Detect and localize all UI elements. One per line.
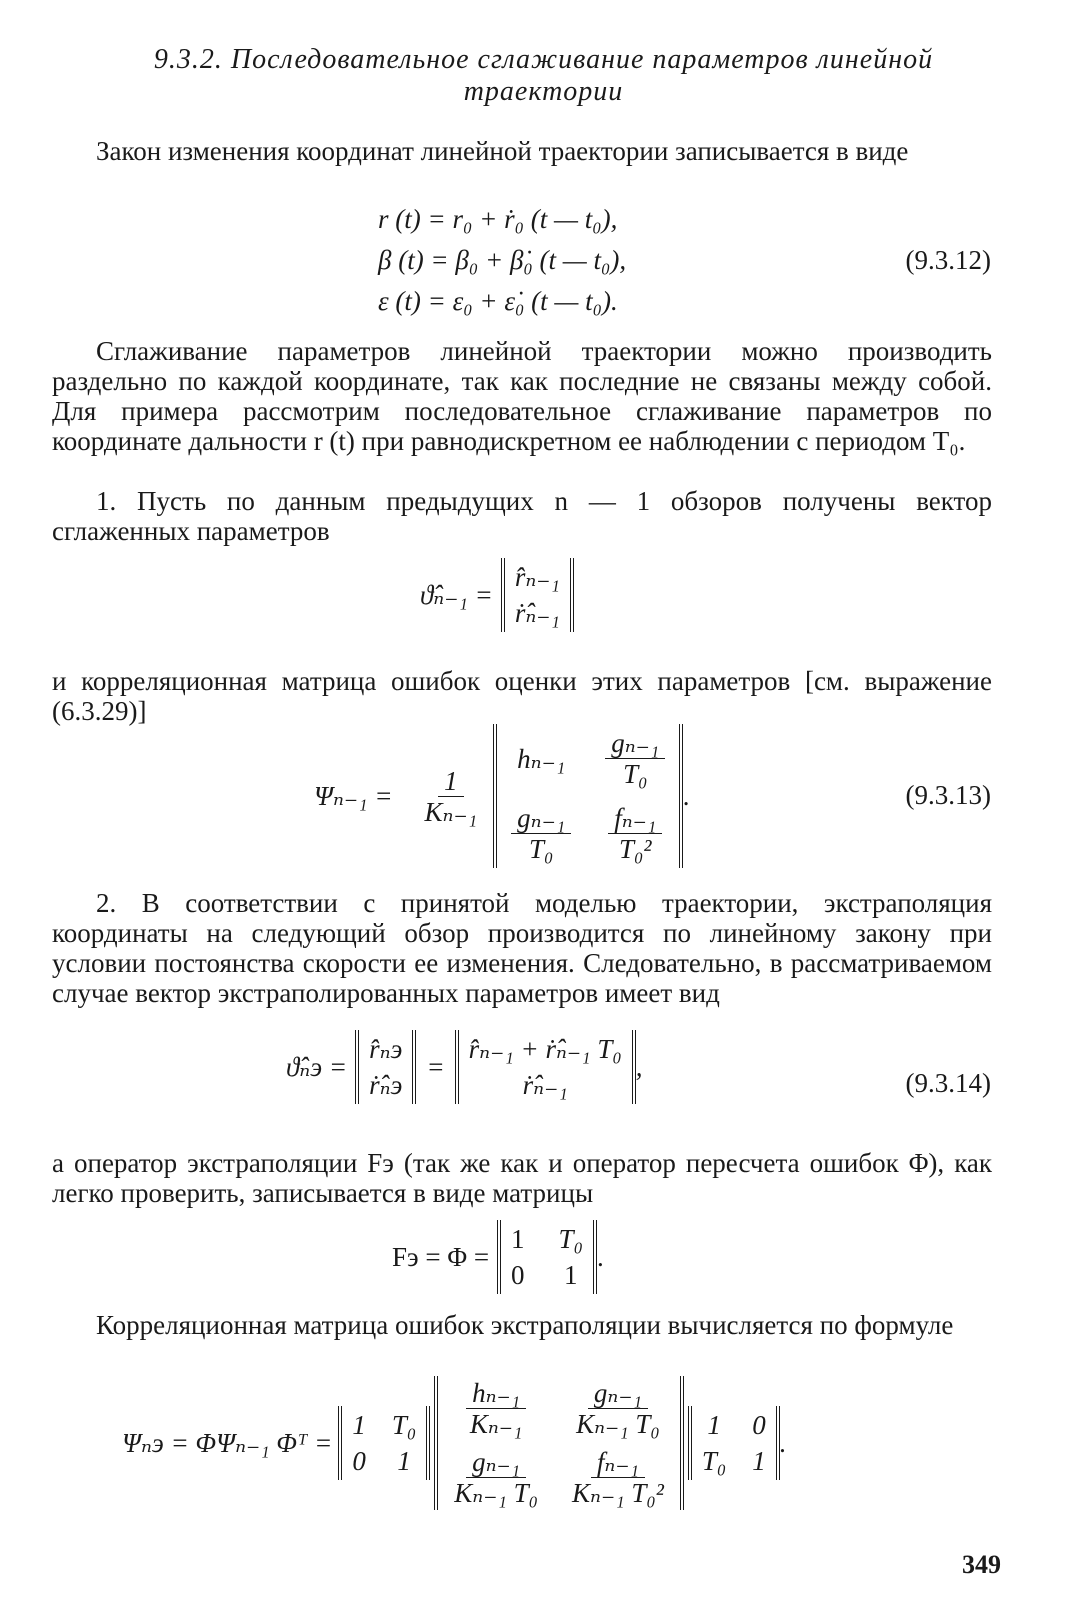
theta-lhs: ϑ̂ₙ₋₁ = [420,580,493,610]
matrix-cell [605,730,665,787]
fraction-numerator: gₙ₋₁ [588,1380,648,1409]
matrix-cell: r̂ₙ₋₁ [514,562,560,592]
fraction-denominator: T₀ [623,759,648,789]
fraction-numerator: 1 [438,768,464,797]
psi-e-lhs: Ψₙэ = ΦΨₙ₋₁ Φᵀ = [122,1428,333,1458]
equation-number: (9.3.14) [905,1068,991,1098]
matrix-cell: T₀ [391,1410,417,1440]
matrix-cell: 1 [352,1410,366,1440]
matrix-cell [608,805,662,862]
f-operator-equation [392,1220,604,1294]
matrix-cell: 1 [511,1224,525,1254]
fraction-numerator: gₙ₋₁ [511,805,571,834]
page-number: 349 [962,1550,1001,1579]
paragraph-3: 1. Пусть по данным предыдущих n — 1 обзоров получены вектор сглаженных параметров [52,486,992,546]
fraction-numerator: hₙ₋₁ [466,1380,526,1409]
matrix-cell [464,1380,529,1437]
fraction-denominator: T₀ [528,834,554,864]
fraction-denominator: Kₙ₋₁ T₀ [454,1478,539,1508]
matrix-cell [448,1449,544,1506]
extrapolated-vector [355,1030,416,1104]
fraction-denominator: Kₙ₋₁ T₀² [572,1478,664,1508]
equation-tail: . [596,1242,604,1272]
equation-number: (9.3.13) [905,780,991,810]
psi-prev-matrix [434,1376,684,1510]
equation-number: (9.3.12) [905,245,991,275]
matrix-cell: ṙ̂ₙэ [369,1070,403,1100]
fraction-denominator: T₀² [619,834,652,864]
psi-matrix [493,724,683,868]
fraction-numerator: fₙ₋₁ [591,1449,645,1478]
paragraph-5: 2. В соответствии с принятой моделью траектории, экстраполяция координаты на следующий обзор производится по линейному закону при условии постоянства скорости ее изменения. Следовательно, в рассматриваемом случае вектор экстраполированных параметров имеет вид [52,888,992,1008]
paragraph-1: Закон изменения координат линейной траектории записывается в виде [96,136,909,166]
equation-line-epsilon: ε (t) = ε₀ + ε̇₀ (t — t₀). [378,286,618,316]
matrix-cell: hₙ₋₁ [517,743,566,774]
fraction-numerator: fₙ₋₁ [608,805,662,834]
fraction-denominator: Kₙ₋₁ [469,1409,523,1439]
equation-tail: . [683,781,691,811]
paragraph-6: а оператор экстраполяции Fэ (так же как и оператор пересчета ошибок Φ), как легко проверить, записывается в виде матрицы [52,1148,992,1208]
section-title-line1: 9.3.2. Последовательное сглаживание параметров линейной [153,44,934,75]
section-title-line2: траектории [463,76,624,107]
matrix-cell: 0 [752,1410,766,1440]
phi-matrix [338,1406,430,1480]
coefficient-fraction [419,765,484,827]
psi-lhs: Ψₙ₋₁ = [314,781,393,811]
equation-line-beta: β (t) = β₀ + β̇₀ (t — t₀), [378,245,627,275]
fraction-numerator: gₙ₋₁ [466,1449,526,1478]
f-matrix [497,1220,597,1294]
equation-tail: . [779,1428,787,1458]
theta-vector [501,558,574,632]
matrix-cell: 1 [707,1410,721,1440]
matrix-cell: 1 [564,1260,578,1290]
paragraph-4: и корреляционная матрица ошибок оценки этих параметров [см. выражение (6.3.29)] [52,666,992,726]
paragraph-7: Корреляционная матрица ошибок экстраполяции вычисляется по формуле [96,1310,954,1340]
f-lhs: Fэ = Φ = [392,1242,490,1272]
matrix-cell: T₀ [558,1224,583,1254]
extrapolated-vector-expanded [455,1030,636,1104]
matrix-cell: 1 [397,1446,411,1476]
paragraph-2: Сглаживание параметров линейной траектории можно производить раздельно по каждой координате, так как последние не связаны между собой. Для примера рассмотрим последовательное сглаживание параметров по координате дальности r (t) при равнодискретном ее наблюдении с периодом T₀. [52,336,992,456]
equation-tail: , [635,1052,643,1082]
matrix-cell: 0 [511,1260,525,1290]
fraction-denominator: Kₙ₋₁ [424,796,478,827]
extrapolation-covariance-equation [122,1376,787,1510]
psi-matrix-equation [314,724,690,868]
matrix-cell: ṙ̂ₙ₋₁ [514,598,560,628]
equation-line-r: r (t) = r₀ + ṙ₀ (t — t₀), [378,204,618,234]
matrix-cell [570,1380,666,1437]
equals-sign: = [426,1052,445,1082]
matrix-cell [566,1449,670,1506]
theta-vector-equation [420,558,574,632]
phi-transpose-matrix [688,1406,780,1480]
matrix-cell: T₀ [701,1446,727,1476]
matrix-cell [511,805,571,862]
matrix-cell: 1 [752,1446,766,1476]
matrix-cell: r̂ₙэ [369,1034,403,1064]
fraction-denominator: Kₙ₋₁ T₀ [576,1409,660,1439]
extrapolated-vector-equation [286,1030,642,1104]
matrix-cell: r̂ₙ₋₁ + ṙ̂ₙ₋₁ T₀ [468,1034,622,1064]
fraction-numerator: gₙ₋₁ [605,730,665,759]
theta-e-lhs: ϑ̂ₙэ = [286,1052,348,1082]
matrix-cell: 0 [352,1446,366,1476]
matrix-cell: ṙ̂ₙ₋₁ [522,1070,568,1100]
